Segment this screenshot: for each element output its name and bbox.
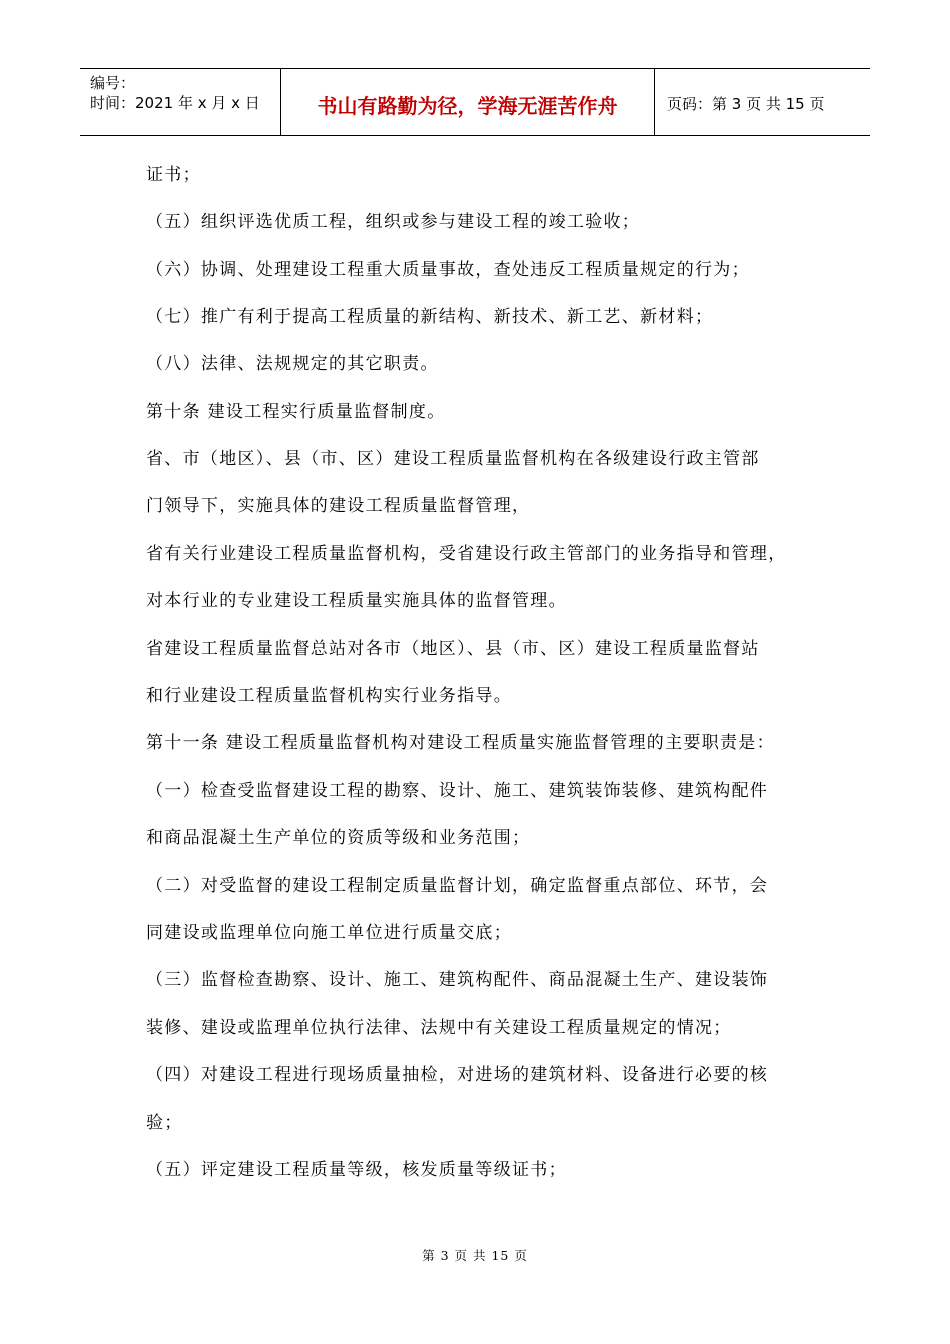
header-motto: 书山有路勤为径，学海无涯苦作舟 [281,69,655,135]
body-line: 验； [146,1113,183,1133]
number-label: 编号： [90,74,136,92]
section-heading: 第十一条 建设工程质量监督机构对建设工程质量实施监督管理的主要职责是： [146,733,775,753]
body-line: （五）评定建设工程质量等级，核发质量等级证书； [146,1160,567,1180]
body-line: （一）检查受监督建设工程的勘察、设计、施工、建筑装饰装修、建筑构配件 [146,781,769,801]
body-line: 证书； [146,165,201,185]
header-page-info: 页码：第 3 页 共 15 页 [667,94,825,113]
body-line: （七）推广有利于提高工程质量的新结构、新技术、新工艺、新材料； [146,307,714,327]
body-line: （二）对受监督的建设工程制定质量监督计划，确定监督重点部位、环节，会 [146,876,769,896]
body-line: 对本行业的专业建设工程质量实施具体的监督管理。 [146,591,567,611]
header-meta [80,69,281,135]
body-line: 省有关行业建设工程质量监督机构，受省建设行政主管部门的业务指导和管理， [146,544,787,564]
body-line: 和行业建设工程质量监督机构实行业务指导。 [146,686,512,706]
body-line: （六）协调、处理建设工程重大质量事故，查处违反工程质量规定的行为； [146,260,750,280]
body-line: （三）监督检查勘察、设计、施工、建筑构配件、商品混凝土生产、建设装饰 [146,970,769,990]
body-line: 同建设或监理单位向施工单位进行质量交底； [146,923,512,943]
body-line: （八）法律、法规规定的其它职责。 [146,354,439,374]
body-line: 和商品混凝土生产单位的资质等级和业务范围； [146,828,531,848]
section-heading: 第十条 建设工程实行质量监督制度。 [146,402,446,422]
body-line: 省、市（地区）、县（市、区）建设工程质量监督机构在各级建设行政主管部 [146,449,760,469]
time-label: 时间：2021 年 x 月 x 日 [90,94,260,112]
body-line: （五）组织评选优质工程，组织或参与建设工程的竣工验收； [146,212,641,232]
page-header [80,68,870,136]
page-footer: 第 3 页 共 15 页 [422,1248,528,1263]
body-line: 装修、建设或监理单位执行法律、法规中有关建设工程质量规定的情况； [146,1018,732,1038]
body-line: 省建设工程质量监督总站对各市（地区）、县（市、区）建设工程质量监督站 [146,639,760,659]
body-line: 门领导下，实施具体的建设工程质量监督管理， [146,496,531,516]
body-line: （四）对建设工程进行现场质量抽检，对进场的建筑材料、设备进行必要的核 [146,1065,769,1085]
